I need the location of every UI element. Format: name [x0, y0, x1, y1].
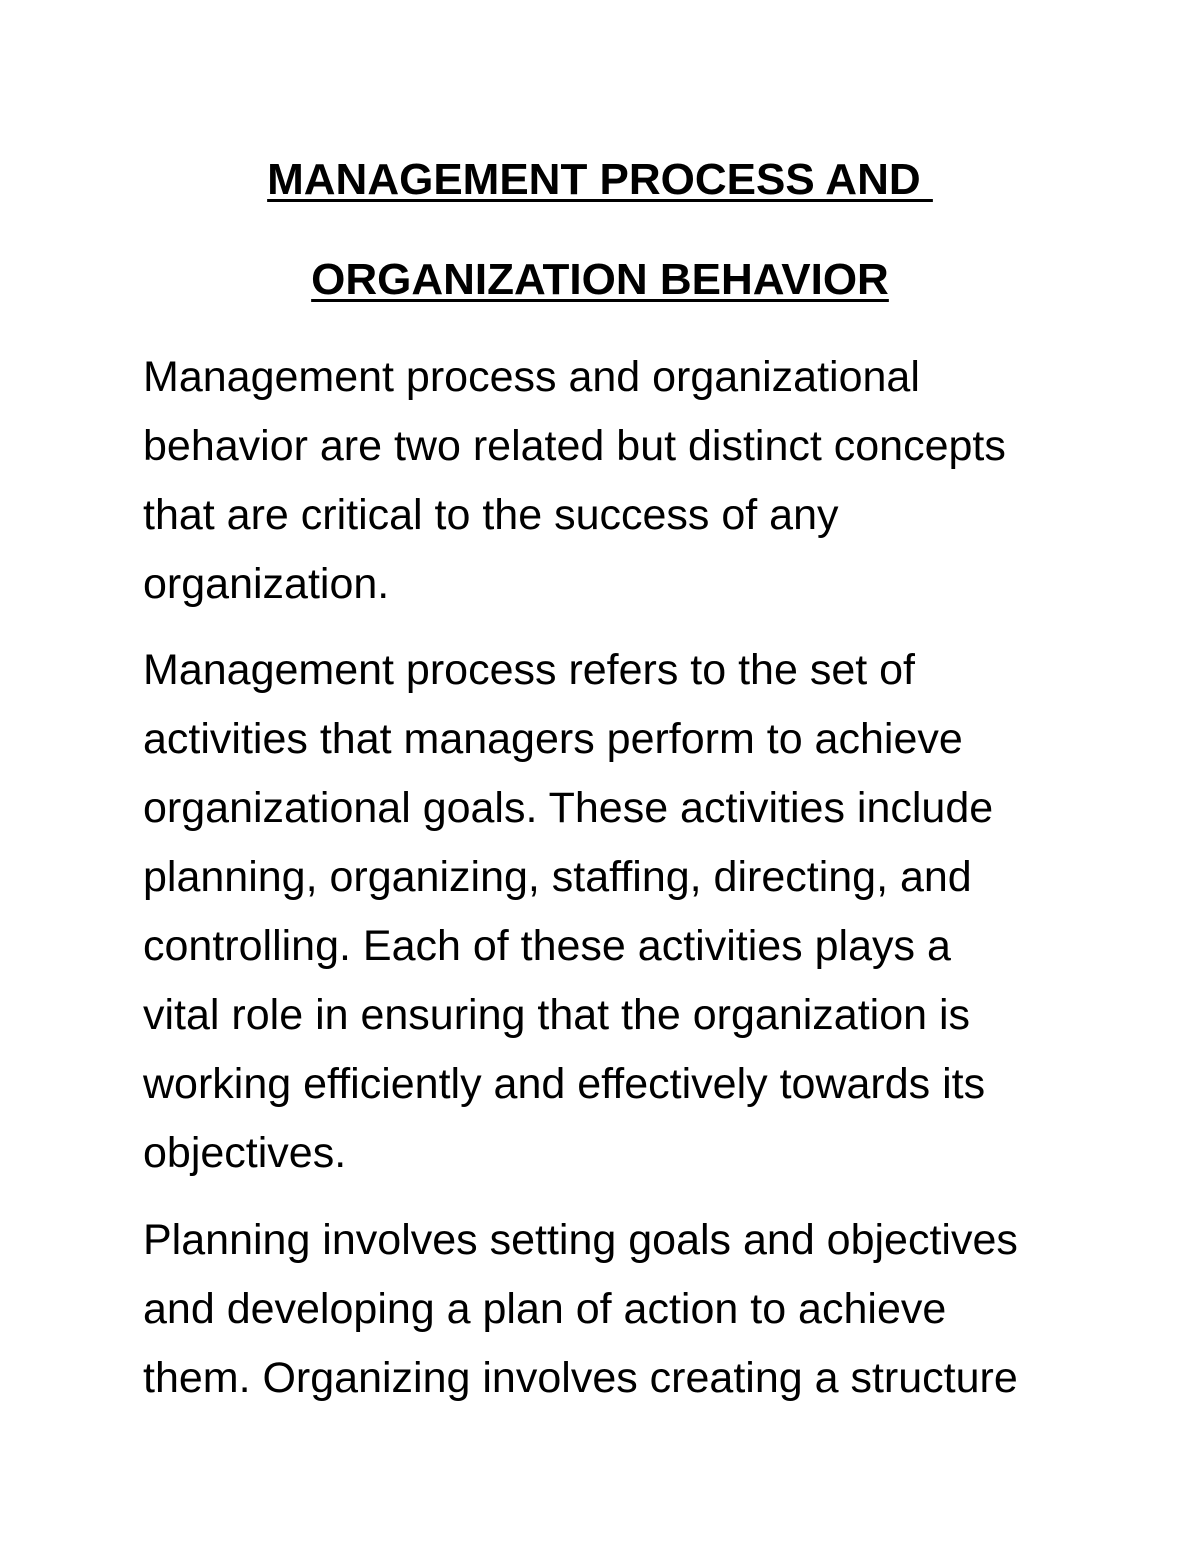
paragraph-line: activities that managers perform to achieve: [143, 715, 963, 763]
paragraph-management-process: [143, 636, 1073, 1188]
paragraph-line: Management process and organizational: [143, 353, 920, 401]
paragraph-intro: [143, 343, 1073, 619]
paragraph-line: working efficiently and effectively towards its: [143, 1060, 986, 1108]
paragraph-planning: [143, 1206, 1073, 1413]
paragraph-line: and developing a plan of action to achieve: [143, 1285, 947, 1333]
paragraph-line: that are critical to the success of any: [143, 491, 839, 539]
paragraph-line: organizational goals. These activities include: [143, 784, 994, 832]
paragraph-line: them. Organizing involves creating a structure: [143, 1354, 1018, 1402]
paragraph-line: vital role in ensuring that the organization is: [143, 991, 971, 1039]
paragraph-line: Management process refers to the set of: [143, 646, 916, 694]
paragraph-line: Planning involves setting goals and objectives: [143, 1216, 1018, 1264]
document-title-line-2: ORGANIZATION BEHAVIOR: [311, 255, 889, 304]
document-title-line-1: MANAGEMENT PROCESS AND: [267, 155, 933, 204]
paragraph-line: planning, organizing, staffing, directing, and: [143, 853, 972, 901]
paragraph-line: controlling. Each of these activities plays a: [143, 922, 951, 970]
paragraph-line: objectives.: [143, 1129, 347, 1177]
paragraph-line: behavior are two related but distinct concepts: [143, 422, 1006, 470]
paragraph-line: organization.: [143, 560, 390, 608]
